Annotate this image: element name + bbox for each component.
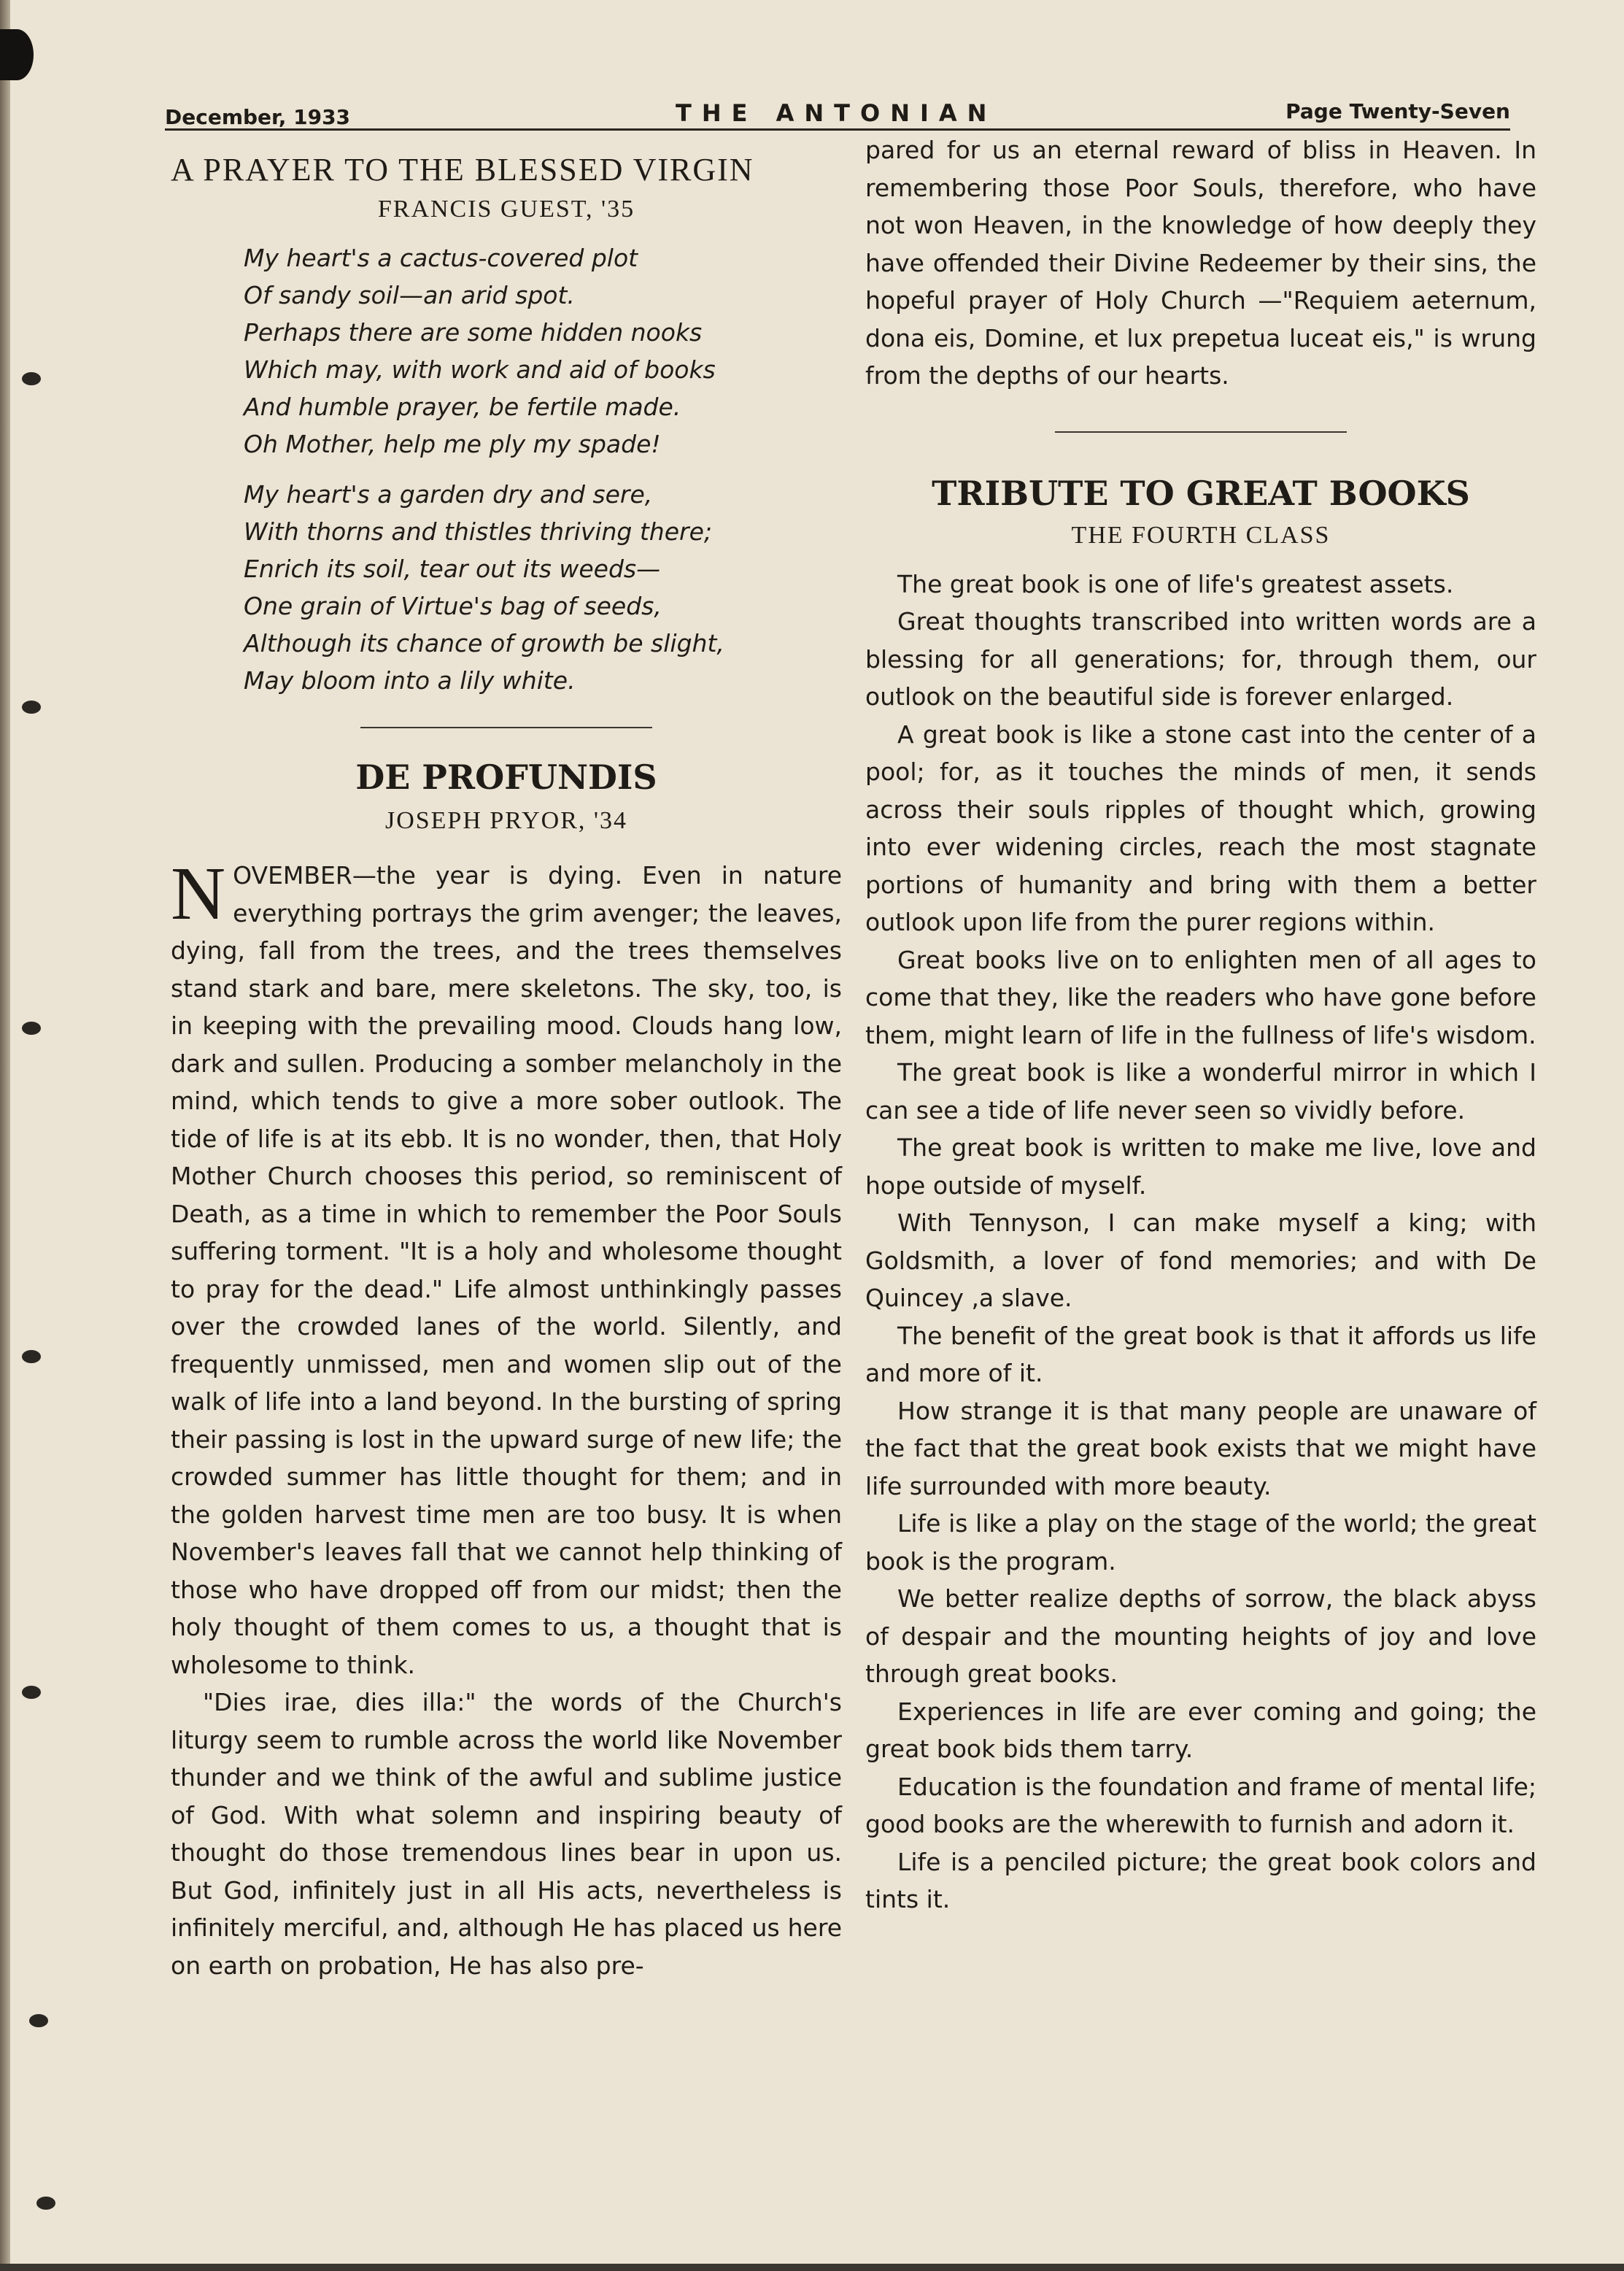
section-divider <box>360 727 652 728</box>
paragraph-text: OVEMBER—the year is dying. Even in nature everything portrays the grim avenger; the leaves, dying, fall from the trees, and the trees themselves stand stark and bare, mere skeletons. The sky, too, is in keeping with the prevailing mood. Clouds hang low, dark and sullen. Producing a somber melancholy in the mind, which tends to give a more sober outlook. The tide of life is at its ebb. It is no wonder, then, that Holy Mother Church chooses this period, so reminiscent of Death, as a time in which to remember the Poor Souls suffering torment. "It is a holy and wholesome thought to pray for the dead." Life almost unthinkingly passes over the crowded lanes of the world. Silently, and frequently unmissed, men and women slip out of the walk of life into a land beyond. In the bursting of spring their passing is lost in the upward surge of new life; the crowded summer has little thought for them; and in the golden harvest time men are too busy. It is when November's leaves fall that we cannot help thinking of those who have dropped off from our midst; then the holy thought of them comes to us, a thought that is wholesome to think. <box>171 861 842 1679</box>
drop-cap: N <box>171 852 226 936</box>
paragraph: The great book is like a wonderful mirror in which I can see a tide of life never seen so vividly before. <box>865 1058 1536 1125</box>
paragraph: Life is like a play on the stage of the world; the great book is the program. <box>865 1509 1536 1576</box>
poem-line: Although its chance of growth be slight, <box>244 629 724 658</box>
magazine-title: THE ANTONIAN <box>676 99 997 127</box>
section-divider <box>1055 431 1347 433</box>
paragraph: "Dies irae, dies illa:" the words of the Church's liturgy seem to rumble across the world like November thunder and we think of the awful and sublime justice of God. With what solemn and inspiring beauty of thought do those tremendous lines bear in upon us. But God, infinitely just in all His acts, nevertheless is infinitely merciful, and, although He has placed us here on earth on probation, He has also pre- <box>171 1688 842 1980</box>
de-profundis-author: JOSEPH PRYOR, '34 <box>384 807 628 834</box>
de-profundis-continuation <box>865 131 1536 395</box>
poem-line: And humble prayer, be fertile made. <box>244 393 681 421</box>
binding-hole <box>22 701 41 714</box>
poem-line: My heart's a garden dry and sere, <box>244 480 653 509</box>
tribute-body <box>865 566 1536 1919</box>
issue-date: December, 1933 <box>165 105 351 129</box>
paragraph: Experiences in life are ever coming and going; the great book bids them tarry. <box>865 1697 1536 1763</box>
poem-stanza-1 <box>244 239 842 463</box>
tribute-title: TRIBUTE TO GREAT BOOKS <box>932 473 1470 513</box>
page-left-edge <box>0 0 10 2271</box>
header-rule <box>165 128 1510 131</box>
de-profundis-title: DE PROFUNDIS <box>355 757 657 797</box>
paragraph: We better realize depths of sorrow, the black abyss of despair and the mounting heights of joy and love through great books. <box>865 1584 1536 1688</box>
poem-title: A PRAYER TO THE BLESSED VIRGIN <box>171 152 754 188</box>
tribute-author: THE FOURTH CLASS <box>1071 521 1331 549</box>
paragraph: The great book is one of life's greatest assets. <box>897 569 1454 598</box>
poem-line: Enrich its soil, tear out its weeds— <box>244 555 661 583</box>
paragraph <box>171 852 842 1684</box>
paragraph: The benefit of the great book is that it affords us life and more of it. <box>865 1321 1536 1387</box>
poem-line: Of sandy soil—an arid spot. <box>244 281 575 309</box>
right-column <box>865 131 1536 1919</box>
paragraph: A great book is like a stone cast into the center of a pool; for, as it touches the minds of men, it sends across their souls ripples of thought which, growing into ever widening circles, reach the most stagnate portions of humanity and bring with them a better outlook upon life from the purer regions within. <box>865 720 1536 936</box>
running-header <box>165 99 1510 128</box>
poem-line: Oh Mother, help me ply my spade! <box>244 430 661 458</box>
left-column <box>171 142 842 1984</box>
paragraph: With Tennyson, I can make myself a king; with Goldsmith, a lover of fond memories; and with De Quincey ,a slave. <box>865 1208 1536 1312</box>
paragraph: Great books live on to enlighten men of all ages to come that they, like the readers who have gone before them, might learn of life in the fullness of life's wisdom. <box>865 945 1536 1049</box>
poem-line: Perhaps there are some hidden nooks <box>244 318 703 347</box>
paragraph: The great book is written to make me live, love and hope outside of myself. <box>865 1133 1536 1200</box>
torn-corner <box>0 29 34 80</box>
paragraph: Great thoughts transcribed into written words are a blessing for all generations; for, through them, our outlook on the beautiful side is forever enlarged. <box>865 607 1536 711</box>
paragraph: How strange it is that many people are unaware of the fact that the great book exists that we might have life surrounded with more beauty. <box>865 1396 1536 1500</box>
binding-hole <box>22 1022 41 1035</box>
binding-hole <box>22 1350 41 1363</box>
paragraph: Life is a penciled picture; the great book colors and tints it. <box>865 1847 1536 1913</box>
poem-line: May bloom into a lily white. <box>244 666 576 695</box>
poem-line: My heart's a cactus-covered plot <box>244 244 638 272</box>
poem-body <box>171 239 842 699</box>
page-number: Page Twenty-Seven <box>1285 99 1510 123</box>
paragraph: Education is the foundation and frame of mental life; good books are the wherewith to furnish and adorn it. <box>865 1772 1536 1838</box>
binding-hole <box>22 1686 41 1699</box>
de-profundis-body <box>171 852 842 1984</box>
poem-line: One grain of Virtue's bag of seeds, <box>244 592 662 620</box>
binding-hole <box>36 2197 55 2210</box>
paragraph: pared for us an eternal reward of bliss in Heaven. In remembering those Poor Souls, therefore, who have not won Heaven, in the knowledge of how deeply they have offended their Divine Redeemer by their sins, the hopeful prayer of Holy Church —"Requiem aeternum, dona eis, Domine, et lux prepetua luceat eis," is wrung from the depths of our hearts. <box>865 136 1536 390</box>
page-bottom-edge <box>0 2264 1624 2271</box>
poem-line: Which may, with work and aid of books <box>244 355 716 384</box>
poem-author: FRANCIS GUEST, '35 <box>377 196 635 223</box>
binding-hole <box>29 2014 48 2027</box>
poem-line: With thorns and thistles thriving there; <box>244 517 713 546</box>
poem-stanza-2 <box>244 476 842 699</box>
binding-hole <box>22 372 41 385</box>
